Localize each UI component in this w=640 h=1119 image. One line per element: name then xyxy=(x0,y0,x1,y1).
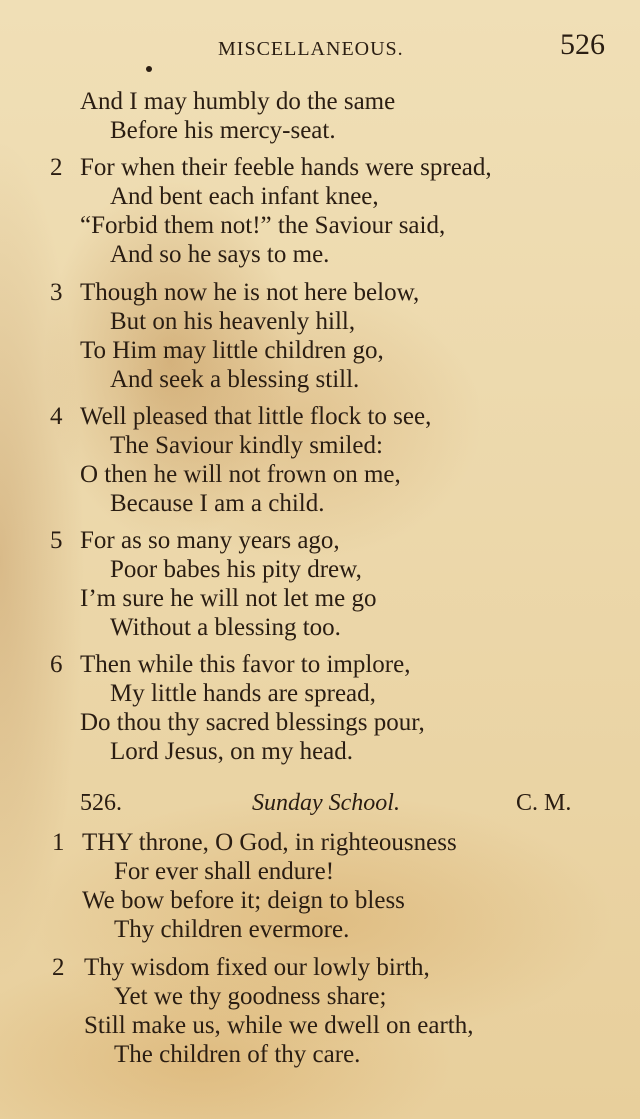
verse-line: We bow before it; deign to bless xyxy=(82,887,405,914)
verse-line: Then while this favor to implore, xyxy=(80,651,411,678)
verse-line: Because I am a child. xyxy=(110,490,325,517)
hymn-number: 526. xyxy=(80,790,122,816)
verse-line: Thy children evermore. xyxy=(114,916,350,943)
verse-line: My little hands are spread, xyxy=(110,680,376,707)
ink-dot xyxy=(146,66,152,72)
stanza-number: 2 xyxy=(50,154,63,181)
verse-line: Without a blessing too. xyxy=(110,614,341,641)
stanza-number: 2 xyxy=(52,954,65,981)
stanza-number: 6 xyxy=(50,651,63,678)
verse-line: Do thou thy sacred blessings pour, xyxy=(80,709,425,736)
hymn-occasion: Sunday School. xyxy=(252,790,400,816)
verse-line: But on his heavenly hill, xyxy=(110,308,356,335)
verse-line: Lord Jesus, on my head. xyxy=(110,738,354,765)
verse-line: Thy wisdom fixed our lowly birth, xyxy=(84,954,430,981)
stanza-number: 5 xyxy=(50,527,63,554)
hymn-heading xyxy=(0,790,640,822)
verse-line: I’m sure he will not let me go xyxy=(80,585,377,612)
verse-line: Though now he is not here below, xyxy=(80,279,420,306)
verse-line: For ever shall endure! xyxy=(114,858,335,885)
verse-line: Still make us, while we dwell on earth, xyxy=(84,1012,474,1039)
verse-line: And seek a blessing still. xyxy=(110,366,360,393)
page-number: 526 xyxy=(560,28,605,61)
stanza-number: 3 xyxy=(50,279,63,306)
page-header xyxy=(0,28,640,68)
verse-line: For when their feeble hands were spread, xyxy=(80,154,492,181)
verse-line: To Him may little children go, xyxy=(80,337,384,364)
verse-line: Poor babes his pity drew, xyxy=(110,556,362,583)
verse-line: “Forbid them not!” the Saviour said, xyxy=(80,212,446,239)
verse-line: Before his mercy-seat. xyxy=(110,117,336,144)
verse-line: And so he says to me. xyxy=(110,241,330,268)
verse-line: For as so many years ago, xyxy=(80,527,340,554)
hymn-meter: C. M. xyxy=(516,790,572,816)
stanza-number: 1 xyxy=(52,829,65,856)
stanza-number: 4 xyxy=(50,403,63,430)
verse-line: THY throne, O God, in righteousness xyxy=(82,829,457,856)
running-head: MISCELLANEOUS. xyxy=(218,38,404,60)
verse-line: O then he will not frown on me, xyxy=(80,461,401,488)
verse-line: Yet we thy goodness share; xyxy=(114,983,387,1010)
verse-line: The Saviour kindly smiled: xyxy=(110,432,383,459)
verse-line: The children of thy care. xyxy=(114,1041,361,1068)
verse-line: And bent each infant knee, xyxy=(110,183,379,210)
verse-line: Well pleased that little flock to see, xyxy=(80,403,432,430)
verse-line: And I may humbly do the same xyxy=(80,88,396,115)
